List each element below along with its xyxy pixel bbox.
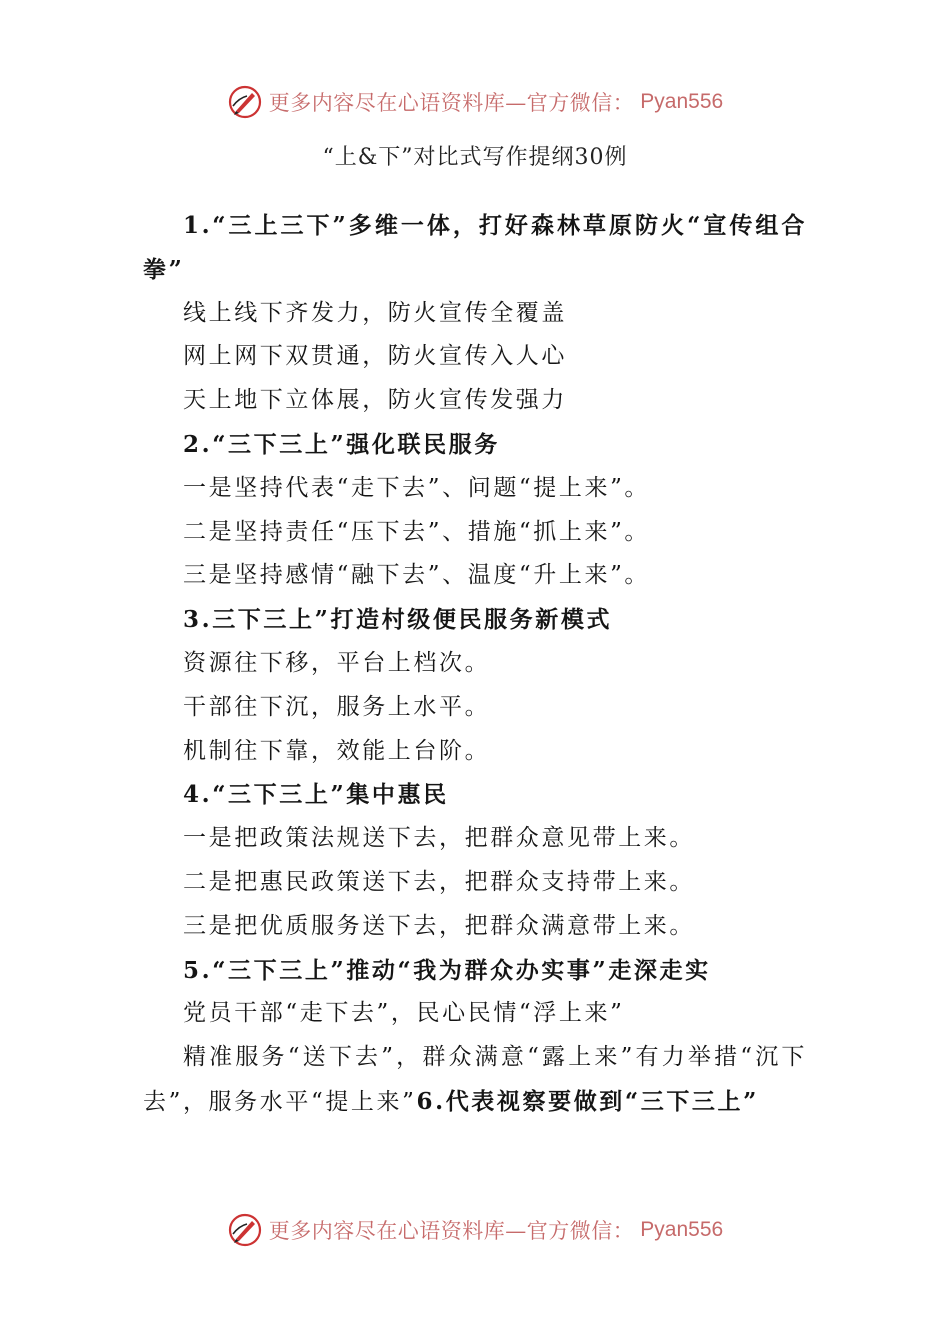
banner-handle: Pyan556	[640, 1218, 724, 1241]
watermark-banner-top	[0, 80, 950, 124]
banner-text: 更多内容尽在心语资料库—官方微信：	[268, 91, 635, 115]
section-heading-inline: 6.代表视察要做到“三下三上”	[416, 1087, 759, 1115]
last-paragraph	[143, 1036, 807, 1125]
list-item: 网上网下双贯通，防火宣传入人心	[183, 343, 567, 370]
pen-logo-icon	[227, 1212, 263, 1248]
banner-handle: Pyan556	[640, 90, 724, 113]
section-heading: 3.三下三上”打造村级便民服务新模式	[183, 606, 613, 634]
section-heading: 2.“三下三上”强化联民服务	[183, 430, 500, 458]
document-title: “上&下”对比式写作提纲30例	[322, 145, 628, 170]
paragraph-text: 精准服务“送下去”，群众满意“露上来”有力举措“沉下去”，服务水平“提上来”	[143, 1044, 807, 1115]
section-heading: 4.“三下三上”集中惠民	[183, 781, 449, 809]
section-heading: 1.“三上三下”多维一体，打好森林草原防火“宣传组合拳”	[143, 212, 807, 283]
list-item: 三是把优质服务送下去，把群众满意带上来。	[183, 912, 695, 939]
list-item: 干部往下沉，服务上水平。	[183, 693, 491, 720]
banner-text: 更多内容尽在心语资料库—官方微信：	[268, 1219, 635, 1243]
list-item: 机制往下靠，效能上台阶。	[183, 737, 491, 764]
list-item: 党员干部“走下去”，民心民情“浮上来”	[183, 1000, 625, 1027]
list-item: 天上地下立体展，防火宣传发强力	[183, 387, 567, 414]
section-heading: 5.“三下三上”推动“我为群众办实事”走深走实	[183, 956, 711, 984]
list-item: 一是坚持代表“走下去”、问题“提上来”。	[183, 474, 651, 501]
document-body	[143, 204, 807, 1125]
list-item: 线上线下齐发力，防火宣传全覆盖	[183, 299, 567, 326]
list-item: 一是把政策法规送下去，把群众意见带上来。	[183, 825, 695, 852]
list-item: 二是坚持责任“压下去”、措施“抓上来”。	[183, 518, 651, 545]
pen-logo-icon	[227, 84, 263, 120]
watermark-banner-bottom	[0, 1208, 950, 1252]
list-item: 二是把惠民政策送下去，把群众支持带上来。	[183, 868, 695, 895]
list-item: 三是坚持感情“融下去”、温度“升上来”。	[183, 562, 651, 589]
list-item: 资源往下移，平台上档次。	[183, 649, 491, 676]
